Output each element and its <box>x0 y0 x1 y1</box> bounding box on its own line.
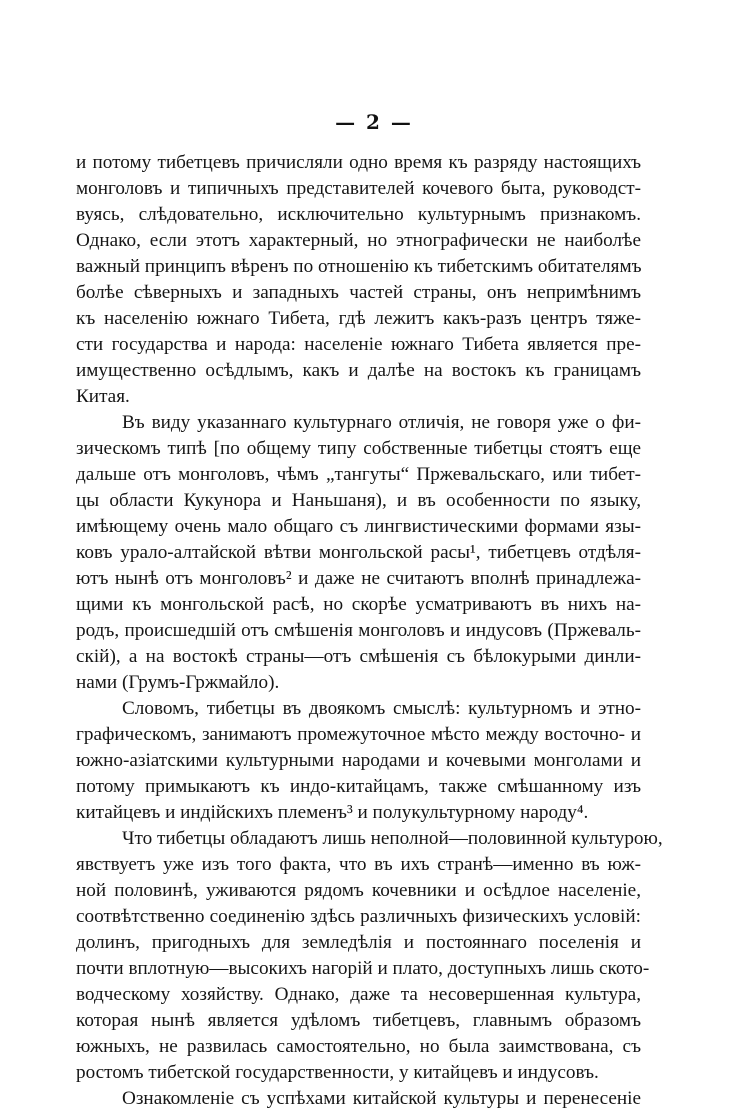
paragraph <box>76 410 641 696</box>
paragraph <box>76 1086 641 1112</box>
text-line: важный принципъ вѣренъ по отношенію къ тибетскимъ обитателямъ <box>76 256 642 277</box>
text-line: Китая. <box>76 386 130 407</box>
text-line: щими къ монгольской расѣ, но скорѣе усматриваютъ въ нихъ на- <box>76 594 641 615</box>
text-line: болѣе сѣверныхъ и западныхъ частей страны, онъ непримѣнимъ <box>76 282 641 303</box>
text-line: сти государства и народа: населеніе южнаго Тибета является пре- <box>76 334 641 355</box>
text-line: дальше отъ монголовъ, чѣмъ „тангуты“ Пржевальскаго, или тибет- <box>76 464 641 485</box>
text-line: которая нынѣ является удѣломъ тибетцевъ, главнымъ образомъ <box>76 1010 641 1031</box>
text-line: соотвѣтственно соединенію здѣсь различныхъ физическихъ условій: <box>76 906 641 927</box>
text-line: Въ виду указаннаго культурнаго отличія, не говоря уже о фи- <box>122 412 641 433</box>
text-line: китайцевъ и индійскихъ племенъ³ и полукультурному народу⁴. <box>76 802 589 823</box>
text-line: имущественно осѣдлымъ, какъ и далѣе на востокъ къ границамъ <box>76 360 641 381</box>
text-line: южныхъ, не развилась самостоятельно, но была заимствована, съ <box>76 1036 641 1057</box>
text-line: Что тибетцы обладаютъ лишь неполной—половинной культурою, <box>122 828 663 849</box>
text-line: Однако, если этотъ характерный, но этнографически не наиболѣе <box>76 230 641 251</box>
paragraph <box>76 826 663 1086</box>
text-line: ютъ нынѣ отъ монголовъ² и даже не считаютъ вполнѣ принадлежа- <box>76 568 641 589</box>
text-line: нами (Грумъ-Гржмайло). <box>76 672 280 693</box>
text-line: потому примыкаютъ къ индо-китайцамъ, также смѣшанному изъ <box>76 776 641 797</box>
text-line: Ознакомленіе съ успѣхами китайской культуры и перенесеніе <box>122 1088 641 1109</box>
text-line: южно-азіатскими культурными народами и кочевыми монголами и <box>76 750 641 771</box>
text-line: имѣющему очень мало общаго съ лингвистическими формами язы- <box>76 516 641 537</box>
text-line: ной половинѣ, уживаются рядомъ кочевники и осѣдлое населеніе, <box>76 880 641 901</box>
text-line: почти вплотную—высокихъ нагорій и плато, доступныхъ лишь ското- <box>76 958 650 979</box>
text-line: ростомъ тибетской государственности, у китайцевъ и индусовъ. <box>76 1062 599 1083</box>
text-line: монголовъ и типичныхъ представителей кочевого быта, руководст- <box>76 178 641 199</box>
text-line: и потому тибетцевъ причисляли одно время къ разряду настоящихъ <box>76 152 641 173</box>
paragraph <box>76 150 641 410</box>
body-text <box>76 150 663 1112</box>
text-line: Словомъ, тибетцы въ двоякомъ смыслѣ: культурномъ и этно- <box>122 698 641 719</box>
text-line: вуясь, слѣдовательно, исключительно культурнымъ признакомъ. <box>76 204 641 225</box>
text-line: графическомъ, занимаютъ промежуточное мѣсто между восточно- и <box>76 724 641 745</box>
text-line: явствуетъ уже изъ того факта, что въ ихъ странѣ—именно въ юж- <box>76 854 641 875</box>
text-line: родъ, происшедшій отъ смѣшенія монголовъ и индусовъ (Пржеваль- <box>76 620 641 641</box>
text-line: зическомъ типѣ [по общему типу собственные тибетцы стоятъ еще <box>76 438 641 459</box>
paragraph <box>76 696 641 826</box>
text-line: скій), а на востокѣ страны—отъ смѣшенія съ бѣлокурыми динли- <box>76 646 641 667</box>
text-line: долинъ, пригодныхъ для земледѣлія и постояннаго поселенія и <box>76 932 641 953</box>
page-number: — 2 — <box>335 110 413 134</box>
text-line: ковъ урало-алтайской вѣтви монгольской расы¹, тибетцевъ отдѣля- <box>76 542 641 563</box>
text-line: цы области Кукунора и Наньшаня), и въ особенности по языку, <box>76 490 641 511</box>
text-line: къ населенію южнаго Тибета, гдѣ лежитъ какъ-разъ центръ тяже- <box>76 308 641 329</box>
text-line: водческому хозяйству. Однако, даже та несовершенная культура, <box>76 984 641 1005</box>
